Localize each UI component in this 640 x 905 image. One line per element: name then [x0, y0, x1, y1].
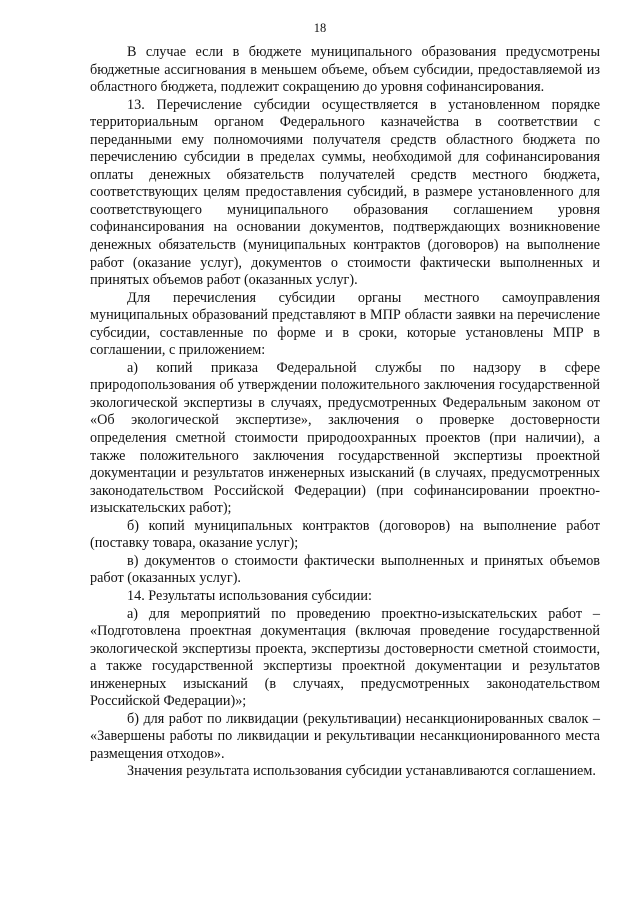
list-item-a-orders: а) копий приказа Федеральной службы по надзору в сфере природопользования об утверждении положительного заключения государственной экологической экспертизы в случаях, предусмотренных Федеральным законом от «Об экологической экспертизе», заключения о проверке достоверности определения сметной стоимости природоохранных проектов (при наличии), а также положительного заключения государственной экспертизы проектной документации и результатов инженерных изысканий (в случаях, предусмотренных законодательством Российской Федерации) (при софинансировании проектно-изыскательских работ); [90, 359, 600, 517]
list-item-b-contracts: б) копий муниципальных контрактов (договоров) на выполнение работ (поставку товара, оказание услуг); [90, 517, 600, 552]
result-item-b-landfill: б) для работ по ликвидации (рекультивации) несанкционированных свалок – «Завершены работы по ликвидации и рекультивации несанкционированного места размещения отходов». [90, 710, 600, 762]
list-item-v-cost-documents: в) документов о стоимости фактически выполненных и принятых объемов работ (оказанных услуг). [90, 552, 600, 587]
paragraph-transfer-applications: Для перечисления субсидии органы местного самоуправления муниципальных образований представляют в МПР области заявки на перечисление субсидии, составленные по форме и в сроки, которые установлены МПР в соглашении, с приложением: [90, 289, 600, 359]
paragraph-13-transfer: 13. Перечисление субсидии осуществляется в установленном порядке территориальным органом Федерального казначейства в соответствии с переданными ему полномочиями получателя средств областного бюджета по перечислению субсидии в пределах суммы, необходимой для софинансирования оплаты денежных обязательств получателей средств местного бюджета, соответствующих целям предоставления субсидий, в размере установленного для соответствующего муниципального образования соглашением уровня софинансирования на основании документов, подтверждающих возникновение денежных обязательств (муниципальных контрактов (договоров) на выполнение работ (оказание услуг), документов о стоимости фактически выполненных и принятых объемов работ (оказанных услуг). [90, 96, 600, 289]
paragraph-14-results: 14. Результаты использования субсидии: [127, 587, 372, 604]
result-item-a-design: а) для мероприятий по проведению проектно-изыскательских работ – «Подготовлена проектная документация (включая проведение государственной экологической экспертизы проекта, экспертизы достоверности сметной стоимости, а также государственной экспертизы проектной документации и результатов инженерных изысканий (в случаях, предусмотренных законодательством Российской Федерации)»; [90, 605, 600, 710]
paragraph-cofinancing-reduction: В случае если в бюджете муниципального образования предусмотрены бюджетные ассигнования в меньшем объеме, объем субсидии, предоставляемой из областного бюджета, подлежит сокращению до уровня софинансирования. [90, 44, 600, 96]
document-body [90, 44, 600, 781]
paragraph-result-values: Значения результата использования субсидии устанавливаются соглашением. [127, 763, 596, 780]
page-number: 18 [313, 21, 327, 35]
